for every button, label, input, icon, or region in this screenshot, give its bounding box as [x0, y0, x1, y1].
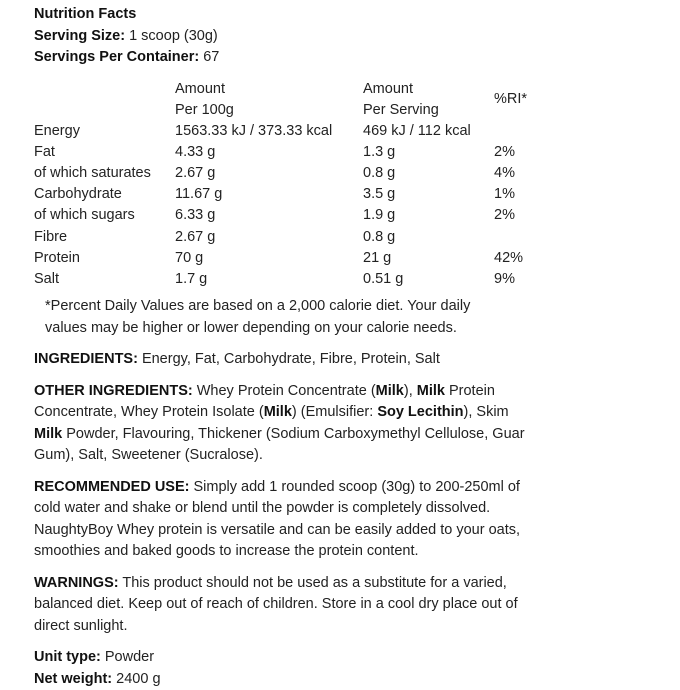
header-serving-unit: Per Serving — [363, 101, 439, 118]
per100-value: 70 g — [175, 249, 204, 266]
ri-value: 2% — [494, 207, 515, 224]
ingredient-text-fragment: ) (Emulsifier: — [291, 404, 378, 421]
per100-value: 6.33 g — [175, 207, 216, 224]
ingredient-text-fragment: Whey Protein Concentrate ( — [192, 382, 376, 399]
nutrient-name: Fat — [34, 143, 55, 160]
nutrient-name: of which sugars — [34, 207, 135, 224]
allergen-highlight: Milk — [263, 404, 292, 421]
serving-size-line — [34, 26, 654, 48]
serving-value: 3.5 g — [363, 186, 396, 203]
ri-value: 2% — [494, 143, 515, 160]
nutrient-name: Carbohydrate — [34, 186, 122, 203]
percent-daily-footnote: *Percent Daily Values are based on a 2,000 calorie diet. Your daily values may be higher or lower depending on your calorie needs. — [45, 298, 471, 336]
unit-type-value: Powder — [100, 649, 155, 666]
nutrient-name: Energy — [34, 122, 80, 139]
allergen-highlight: Milk — [34, 425, 63, 442]
servings-per-container-line — [34, 47, 654, 69]
per100-value: 11.67 g — [175, 186, 223, 203]
ri-value: 42% — [494, 249, 524, 266]
unit-type-line — [34, 647, 534, 669]
product-info-document — [34, 4, 654, 690]
unit-info-section — [34, 647, 534, 690]
table-header-row-1 — [34, 79, 554, 100]
serving-size-label: Serving Size: — [34, 27, 126, 44]
recommended-use-text: Simply add 1 rounded scoop (30g) to 200-250ml of cold water and shake or blend until the powder is completely dissolved. NaughtyBoy Whey protein is versatile and can be easily added to your oats, smoothies and baked goods to increase the protein content. — [34, 478, 521, 560]
recommended-use-section — [34, 477, 534, 563]
serving-value: 21 g — [363, 249, 392, 266]
table-row — [34, 184, 554, 205]
other-ingredients-section — [34, 381, 534, 467]
ri-value: 1% — [494, 186, 515, 203]
ingredient-text-fragment: ), — [403, 382, 417, 399]
per100-value: 2.67 g — [175, 164, 216, 181]
per100-value: 2.67 g — [175, 228, 216, 245]
ri-value: 9% — [494, 270, 515, 287]
ingredient-text-fragment: Protein Concentrate, Whey Protein Isolate ( — [34, 382, 495, 421]
warnings-section — [34, 573, 534, 638]
nutrition-facts-title: Nutrition Facts — [34, 6, 137, 22]
nutrient-name: of which saturates — [34, 164, 151, 181]
per100-value: 4.33 g — [175, 143, 216, 160]
net-weight-label: Net weight: — [34, 670, 113, 687]
table-header-row-2 — [34, 100, 554, 121]
per100-value: 1563.33 kJ / 373.33 kcal — [175, 122, 333, 139]
header-per100-amount: Amount — [175, 80, 225, 97]
nutrient-name: Fibre — [34, 228, 68, 245]
other-ingredients-label: OTHER INGREDIENTS: — [34, 382, 193, 399]
ingredient-text-fragment: ), Skim — [463, 404, 509, 421]
ri-value — [494, 227, 554, 248]
ingredients-section — [34, 349, 534, 371]
table-row — [34, 142, 554, 163]
header-serving-amount: Amount — [363, 80, 413, 97]
serving-value: 0.8 g — [363, 228, 396, 245]
allergen-highlight: Soy Lecithin — [377, 404, 464, 421]
ingredients-text: Energy, Fat, Carbohydrate, Fibre, Protein, Salt — [137, 351, 440, 368]
ingredient-text-fragment: Powder, Flavouring, Thickener (Sodium Carboxymethyl Cellulose, Guar Gum), Salt, Sweetener (Sucralose). — [34, 425, 525, 464]
net-weight-value: 2400 g — [112, 670, 161, 687]
ri-value: 4% — [494, 164, 515, 181]
net-weight-line — [34, 669, 534, 690]
table-row — [34, 121, 554, 142]
header-per100-unit: Per 100g — [175, 101, 234, 118]
warnings-text: This product should not be used as a substitute for a varied, balanced diet. Keep out of reach of children. Store in a cool dry place out of direct sunlight. — [34, 574, 518, 634]
nutrition-table — [34, 79, 554, 291]
table-row — [34, 248, 554, 269]
header-ri: %RI* — [494, 90, 528, 107]
table-row — [34, 205, 554, 226]
ri-value — [494, 121, 554, 142]
allergen-highlight: Milk — [375, 382, 404, 399]
serving-size-value: 1 scoop (30g) — [129, 27, 218, 44]
table-row — [34, 269, 554, 290]
nutrient-name: Salt — [34, 270, 59, 287]
nutrient-name: Protein — [34, 249, 80, 266]
serving-value: 1.3 g — [363, 143, 396, 160]
serving-value: 1.9 g — [363, 207, 396, 224]
recommended-use-label: RECOMMENDED USE: — [34, 478, 190, 495]
per100-value: 1.7 g — [175, 270, 208, 287]
serving-value: 0.51 g — [363, 270, 404, 287]
allergen-highlight: Milk — [416, 382, 445, 399]
ingredients-label: INGREDIENTS: — [34, 351, 138, 368]
servings-per-container-value: 67 — [203, 49, 220, 65]
warnings-label: WARNINGS: — [34, 574, 119, 591]
serving-value: 469 kJ / 112 kcal — [363, 122, 471, 139]
table-row — [34, 163, 554, 184]
table-row — [34, 227, 554, 248]
servings-per-container-label: Servings Per Container: — [34, 49, 200, 65]
serving-value: 0.8 g — [363, 164, 396, 181]
unit-type-label: Unit type: — [34, 649, 101, 666]
